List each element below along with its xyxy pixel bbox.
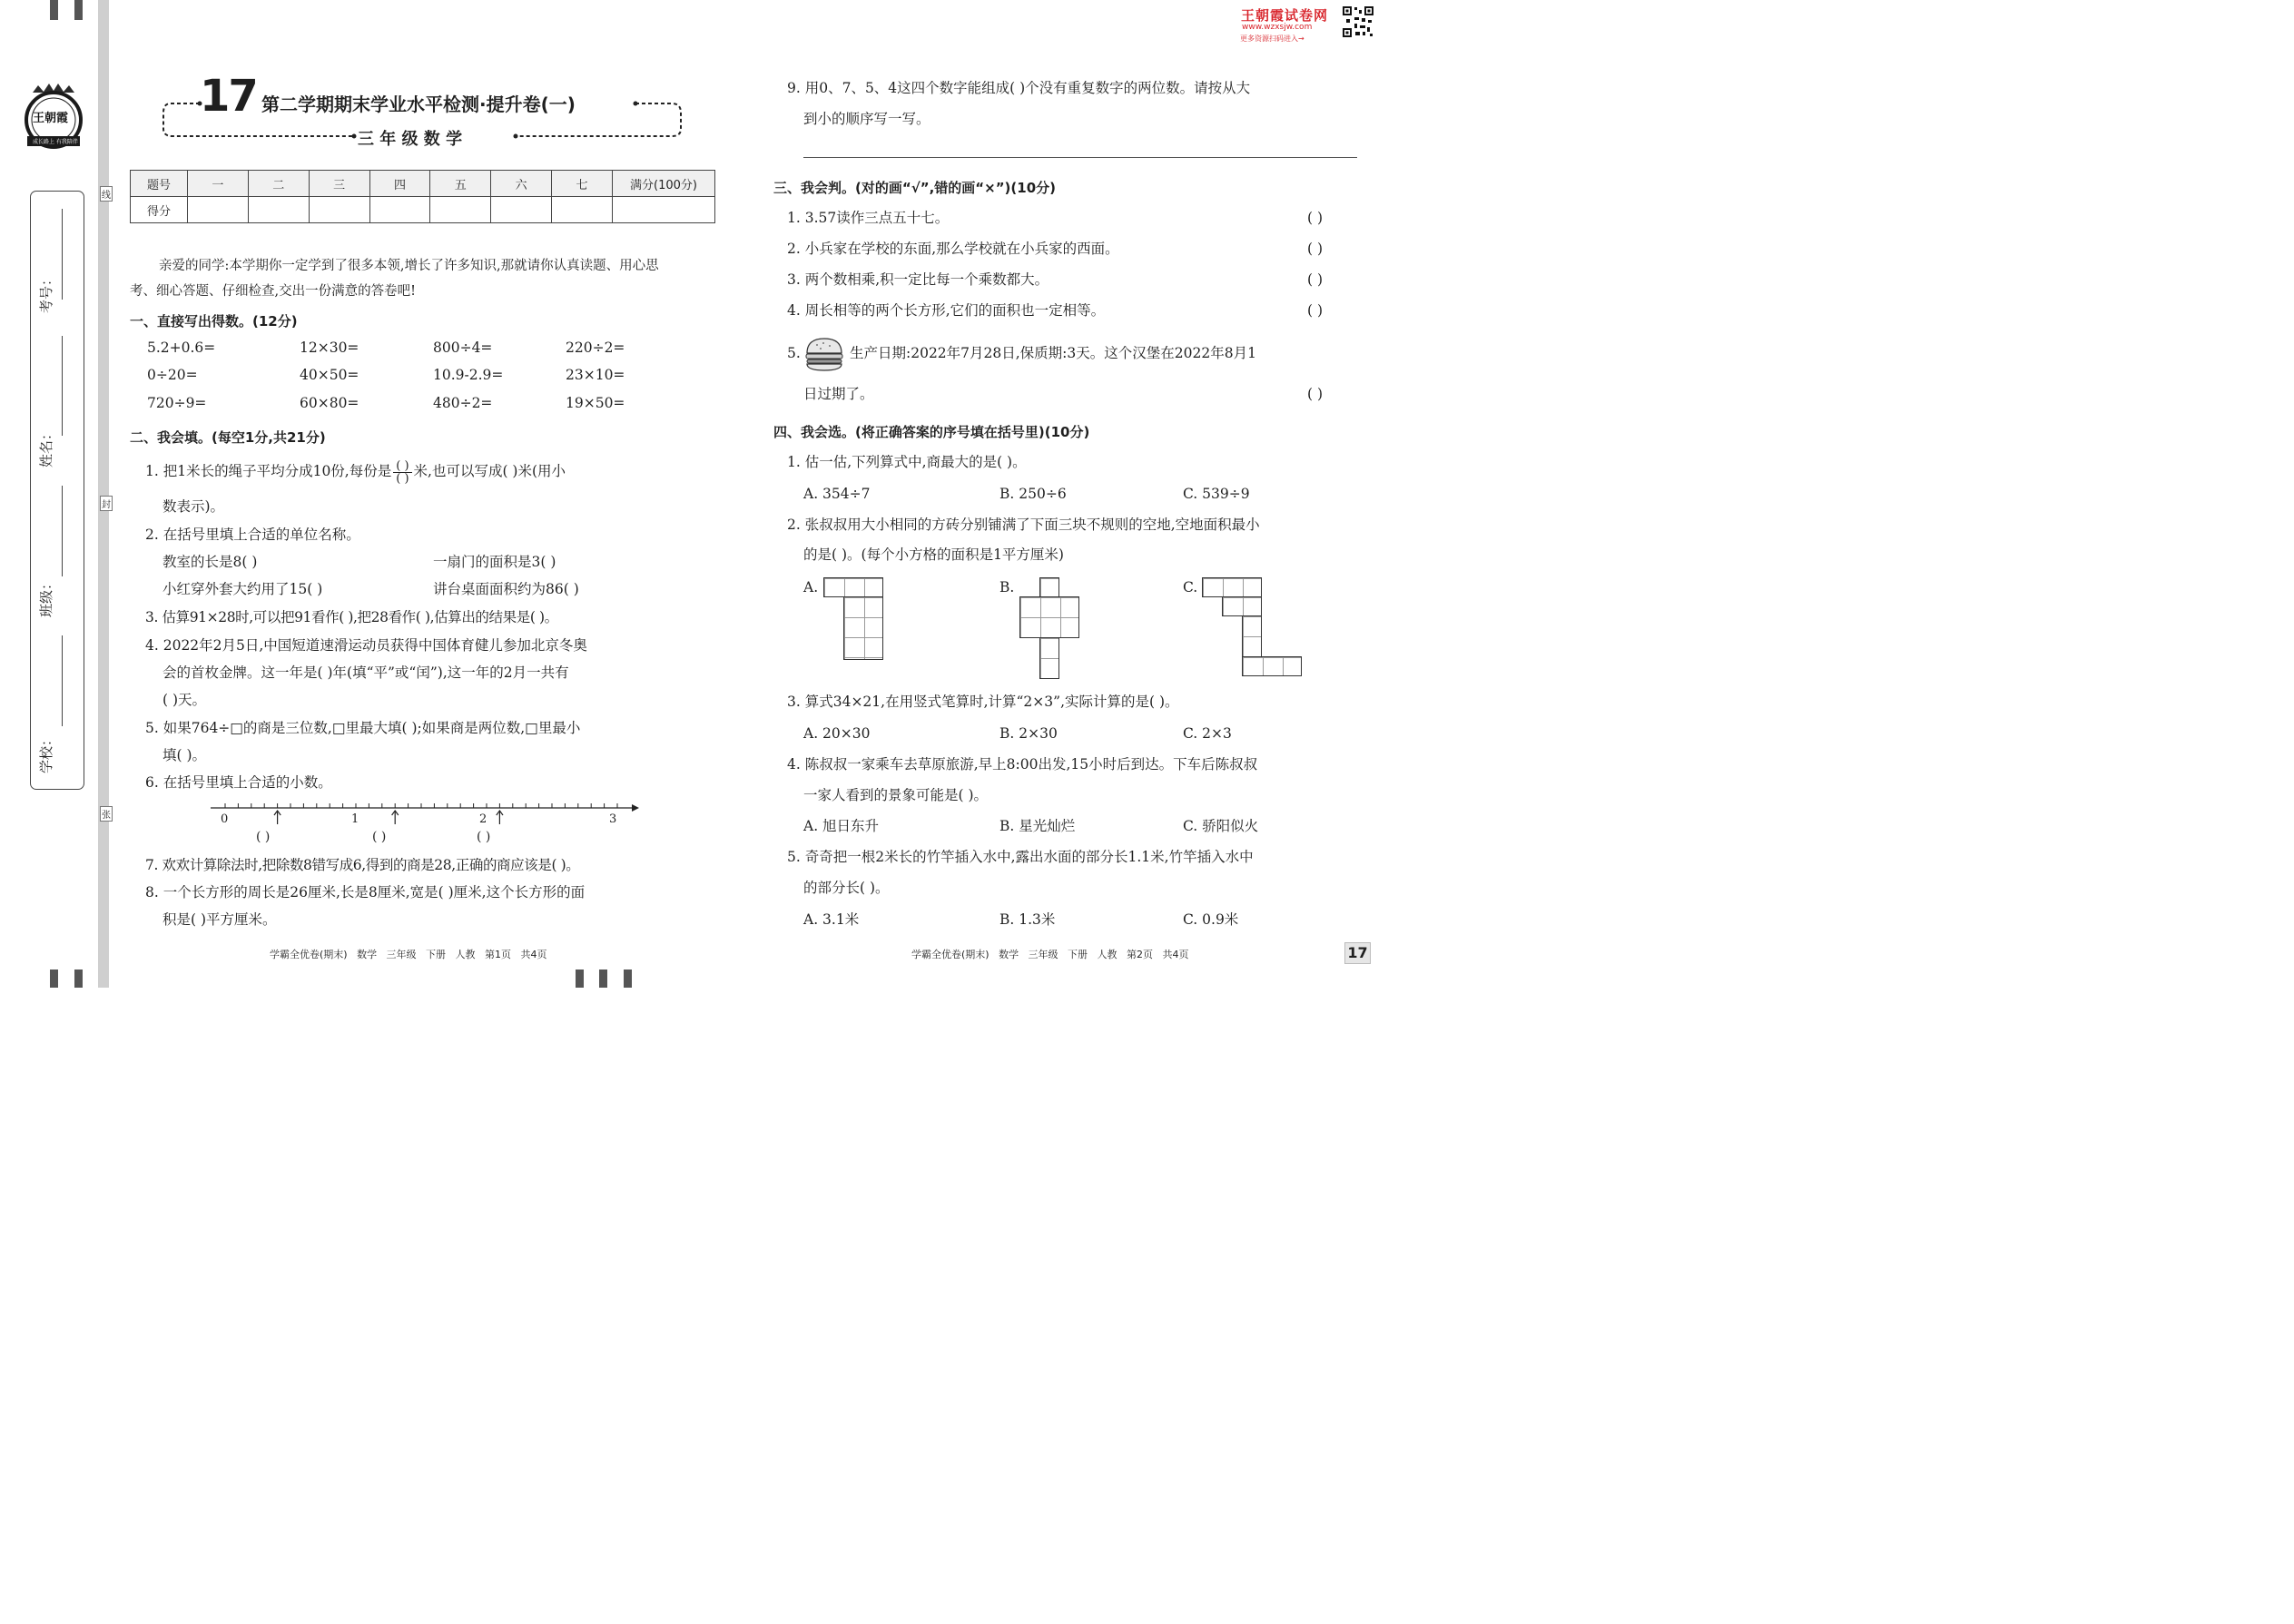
question-text: 5. 奇奇把一根2米长的竹竿插入水中,露出水面的部分长1.1米,竹竿插入水中 [787, 849, 1254, 865]
score-cell[interactable] [188, 197, 249, 223]
shape-a-grid [823, 577, 883, 597]
question-number: 5. [787, 345, 801, 361]
shape-c-grid [1222, 596, 1262, 616]
question-text: 2. 张叔叔用大小相同的方砖分别铺满了下面三块不规则的空地,空地面积最小 [787, 517, 1260, 533]
option[interactable]: B. 2×30 [999, 725, 1058, 742]
shape-a-grid [843, 596, 883, 660]
question-text: 生产日期:2022年7月28日,保质期:3天。这个汉堡在2022年8月1 [850, 345, 1256, 361]
shape-c-grid [1242, 656, 1302, 676]
corner-mark [50, 0, 58, 20]
question-text: 积是( )平方厘米。 [162, 911, 277, 928]
exam-number-field[interactable] [62, 209, 63, 300]
shape-c-grid [1242, 615, 1262, 657]
score-header-cell: 二 [248, 171, 309, 197]
section-1-title: 一、直接写出得数。(12分) [130, 313, 298, 330]
shape-b-grid [1039, 637, 1059, 679]
answer-blank[interactable]: ( ) [1307, 210, 1324, 226]
question-text: 的是( )。(每个小方格的面积是1平方厘米) [803, 546, 1064, 563]
seal-mark: 张 [100, 806, 113, 822]
hamburger-icon [803, 335, 845, 377]
question-text: 1. 把1米长的绳子平均分成10份,每份是 $\frac{( )}{( )}$ 米,也可以写成( )米(用小 [145, 458, 566, 486]
answer-blank[interactable]: ( ) [1307, 241, 1324, 257]
calc-item: 60×80= [300, 395, 359, 411]
site-name: 王朝霞试卷网 [1241, 7, 1329, 24]
question-text: 5. 如果764÷□的商是三位数,□里最大填( );如果商是两位数,□里最小 [145, 720, 581, 736]
calc-item: 40×50= [300, 367, 359, 383]
exam-number-label: 考号： [38, 271, 54, 313]
calc-item: 10.9-2.9= [433, 367, 504, 383]
class-field[interactable] [62, 486, 63, 576]
option[interactable]: A. 3.1米 [803, 911, 860, 928]
section-3-title: 三、我会判。(对的画“√”,错的画“×”)(10分) [773, 180, 1057, 196]
seal-mark: 线 [100, 186, 113, 202]
score-header-cell: 四 [369, 171, 430, 197]
seal-mark: 封 [100, 496, 113, 511]
calc-item: 480÷2= [433, 395, 493, 411]
number-line-label: 0 [221, 812, 229, 826]
site-hint: 更多资源扫码进入→ [1240, 34, 1305, 43]
question-text: 7. 欢欢计算除法时,把除数8错写成6,得到的商是28,正确的商应该是( )。 [145, 857, 580, 873]
fraction-blank[interactable]: $\frac{( )}{( )}$ [393, 460, 411, 485]
option[interactable]: B. 1.3米 [999, 911, 1056, 928]
question-text: 1. 3.57读作三点五十七。 [787, 210, 950, 226]
question-text: 4. 2022年2月5日,中国短道速滑运动员获得中国体育健儿参加北京冬奥 [145, 637, 587, 654]
score-cell[interactable] [491, 197, 552, 223]
question-text: 3. 估算91×28时,可以把91看作( ),把28看作( ),估算出的结果是( )。 [145, 609, 558, 625]
score-header-cell: 题号 [131, 171, 188, 197]
shape-c-grid [1202, 577, 1262, 597]
corner-mark [74, 0, 83, 20]
calc-item: 23×10= [566, 367, 625, 383]
score-cell[interactable] [369, 197, 430, 223]
intro-line: 亲爱的同学:本学期你一定学到了很多本领,增长了许多知识,那就请你认真读题、用心思 [159, 259, 659, 273]
question-text: 教室的长是8( ) [162, 554, 258, 570]
option[interactable]: C. 2×3 [1183, 725, 1232, 742]
option[interactable]: C. 0.9米 [1183, 911, 1239, 928]
calc-item: 5.2+0.6= [147, 340, 216, 356]
number-line-label: 3 [609, 812, 617, 826]
school-field[interactable] [62, 635, 63, 726]
exam-title: 第二学期期末学业水平检测·提升卷(一) [261, 94, 576, 115]
question-text: 2. 小兵家在学校的东面,那么学校就在小兵家的西面。 [787, 241, 1119, 257]
shape-b-grid [1019, 596, 1079, 638]
question-text: 日过期了。 [803, 386, 874, 402]
calc-item: 720÷9= [147, 395, 207, 411]
option[interactable]: C. [1183, 579, 1198, 595]
question-text: ( )天。 [162, 692, 207, 708]
score-header-cell: 满分(100分) [613, 171, 715, 197]
option[interactable]: B. 250÷6 [999, 486, 1067, 502]
site-url: www.wzxsjw.com [1242, 23, 1313, 32]
shape-b-grid [1039, 577, 1059, 597]
option[interactable]: A. 20×30 [803, 725, 871, 742]
school-label: 学校： [38, 732, 54, 773]
corner-mark [74, 969, 83, 988]
footer-left: 学霸全优卷(期末) 数学 三年级 下册 人教 第1页 共4页 [270, 949, 547, 960]
option[interactable]: A. 旭日东升 [803, 818, 880, 834]
score-header-cell: 三 [309, 171, 369, 197]
page-number-badge: 17 [1344, 942, 1371, 964]
answer-blank[interactable]: ( ) [256, 830, 271, 844]
question-text: 8. 一个长方形的周长是26厘米,长是8厘米,宽是( )厘米,这个长方形的面 [145, 884, 586, 901]
corner-mark [576, 969, 584, 988]
score-cell[interactable] [309, 197, 369, 223]
section-2-title: 二、我会填。(每空1分,共21分) [130, 429, 326, 446]
question-text: 数表示)。 [162, 498, 225, 515]
option[interactable]: B. 星光灿烂 [999, 818, 1076, 834]
question-text: 3. 两个数相乘,积一定比每一个乘数都大。 [787, 271, 1049, 288]
question-text: 会的首枚金牌。这一年是( )年(填“平”或“闰”),这一年的2月一共有 [162, 664, 569, 681]
score-cell[interactable] [613, 197, 715, 223]
option[interactable]: A. [803, 579, 819, 595]
logo-motto: 成长路上 有我陪伴 [33, 139, 78, 145]
score-row-label: 得分 [131, 197, 188, 223]
gutter-strip [98, 0, 109, 988]
question-text: 一家人看到的景象可能是( )。 [803, 787, 989, 803]
exam-number: 17 [200, 71, 257, 122]
question-text: 9. 用0、7、5、4这四个数字能组成( )个没有重复数字的两位数。请按从大 [787, 80, 1251, 96]
question-text: 一扇门的面积是3( ) [433, 554, 556, 570]
number-line [209, 799, 640, 830]
question-text: 6. 在括号里填上合适的小数。 [145, 774, 332, 791]
score-cell[interactable] [430, 197, 491, 223]
score-table [130, 170, 715, 223]
question-text: 讲台桌面面积约为86( ) [433, 581, 579, 597]
exam-subtitle: 三 年 级 数 学 [358, 130, 463, 149]
question-text: 4. 周长相等的两个长方形,它们的面积也一定相等。 [787, 302, 1106, 319]
question-text: 1. 估一估,下列算式中,商最大的是( )。 [787, 454, 1027, 470]
question-text: 小红穿外套大约用了15( ) [162, 581, 323, 597]
answer-blank[interactable]: ( ) [372, 830, 387, 844]
score-header-cell: 五 [430, 171, 491, 197]
answer-blank[interactable]: ( ) [1307, 386, 1324, 402]
score-header-cell: 一 [188, 171, 249, 197]
option[interactable]: A. 354÷7 [803, 486, 871, 502]
answer-blank[interactable]: ( ) [1307, 302, 1324, 319]
option[interactable]: B. [999, 579, 1015, 595]
footer-right: 学霸全优卷(期末) 数学 三年级 下册 人教 第2页 共4页 [911, 949, 1189, 960]
answer-line[interactable] [803, 157, 1357, 158]
answer-blank[interactable]: ( ) [1307, 271, 1324, 288]
score-cell[interactable] [552, 197, 613, 223]
question-text: 填( )。 [162, 747, 207, 763]
score-header-cell: 六 [491, 171, 552, 197]
question-text: 的部分长( )。 [803, 880, 890, 896]
qr-code-icon [1342, 5, 1374, 42]
section-4-title: 四、我会选。(将正确答案的序号填在括号里)(10分) [773, 424, 1090, 440]
score-header-cell: 七 [552, 171, 613, 197]
calc-item: 220÷2= [566, 340, 625, 356]
logo-name: 王朝霞 [33, 112, 69, 125]
answer-blank[interactable]: ( ) [477, 830, 491, 844]
intro-line: 考、细心答题、仔细检查,交出一份满意的答卷吧! [130, 284, 416, 299]
option[interactable]: C. 骄阳似火 [1183, 818, 1259, 834]
number-line-label: 1 [351, 812, 359, 826]
number-line-label: 2 [479, 812, 487, 826]
question-text: 到小的顺序写一写。 [803, 111, 930, 127]
calc-item: 0÷20= [147, 367, 198, 383]
question-text: 3. 算式34×21,在用竖式笔算时,计算“2×3”,实际计算的是( )。 [787, 694, 1179, 710]
calc-item: 19×50= [566, 395, 625, 411]
name-field[interactable] [62, 336, 63, 436]
name-label: 姓名： [38, 426, 54, 468]
corner-mark [50, 969, 58, 988]
score-cell[interactable] [248, 197, 309, 223]
option[interactable]: C. 539÷9 [1183, 486, 1250, 502]
question-text: 2. 在括号里填上合适的单位名称。 [145, 527, 360, 543]
calc-item: 12×30= [300, 340, 359, 356]
class-label: 班级： [38, 576, 54, 617]
corner-mark [624, 969, 632, 988]
corner-mark [599, 969, 607, 988]
calc-item: 800÷4= [433, 340, 493, 356]
question-text: 4. 陈叔叔一家乘车去草原旅游,早上8:00出发,15小时后到达。下车后陈叔叔 [787, 756, 1258, 773]
